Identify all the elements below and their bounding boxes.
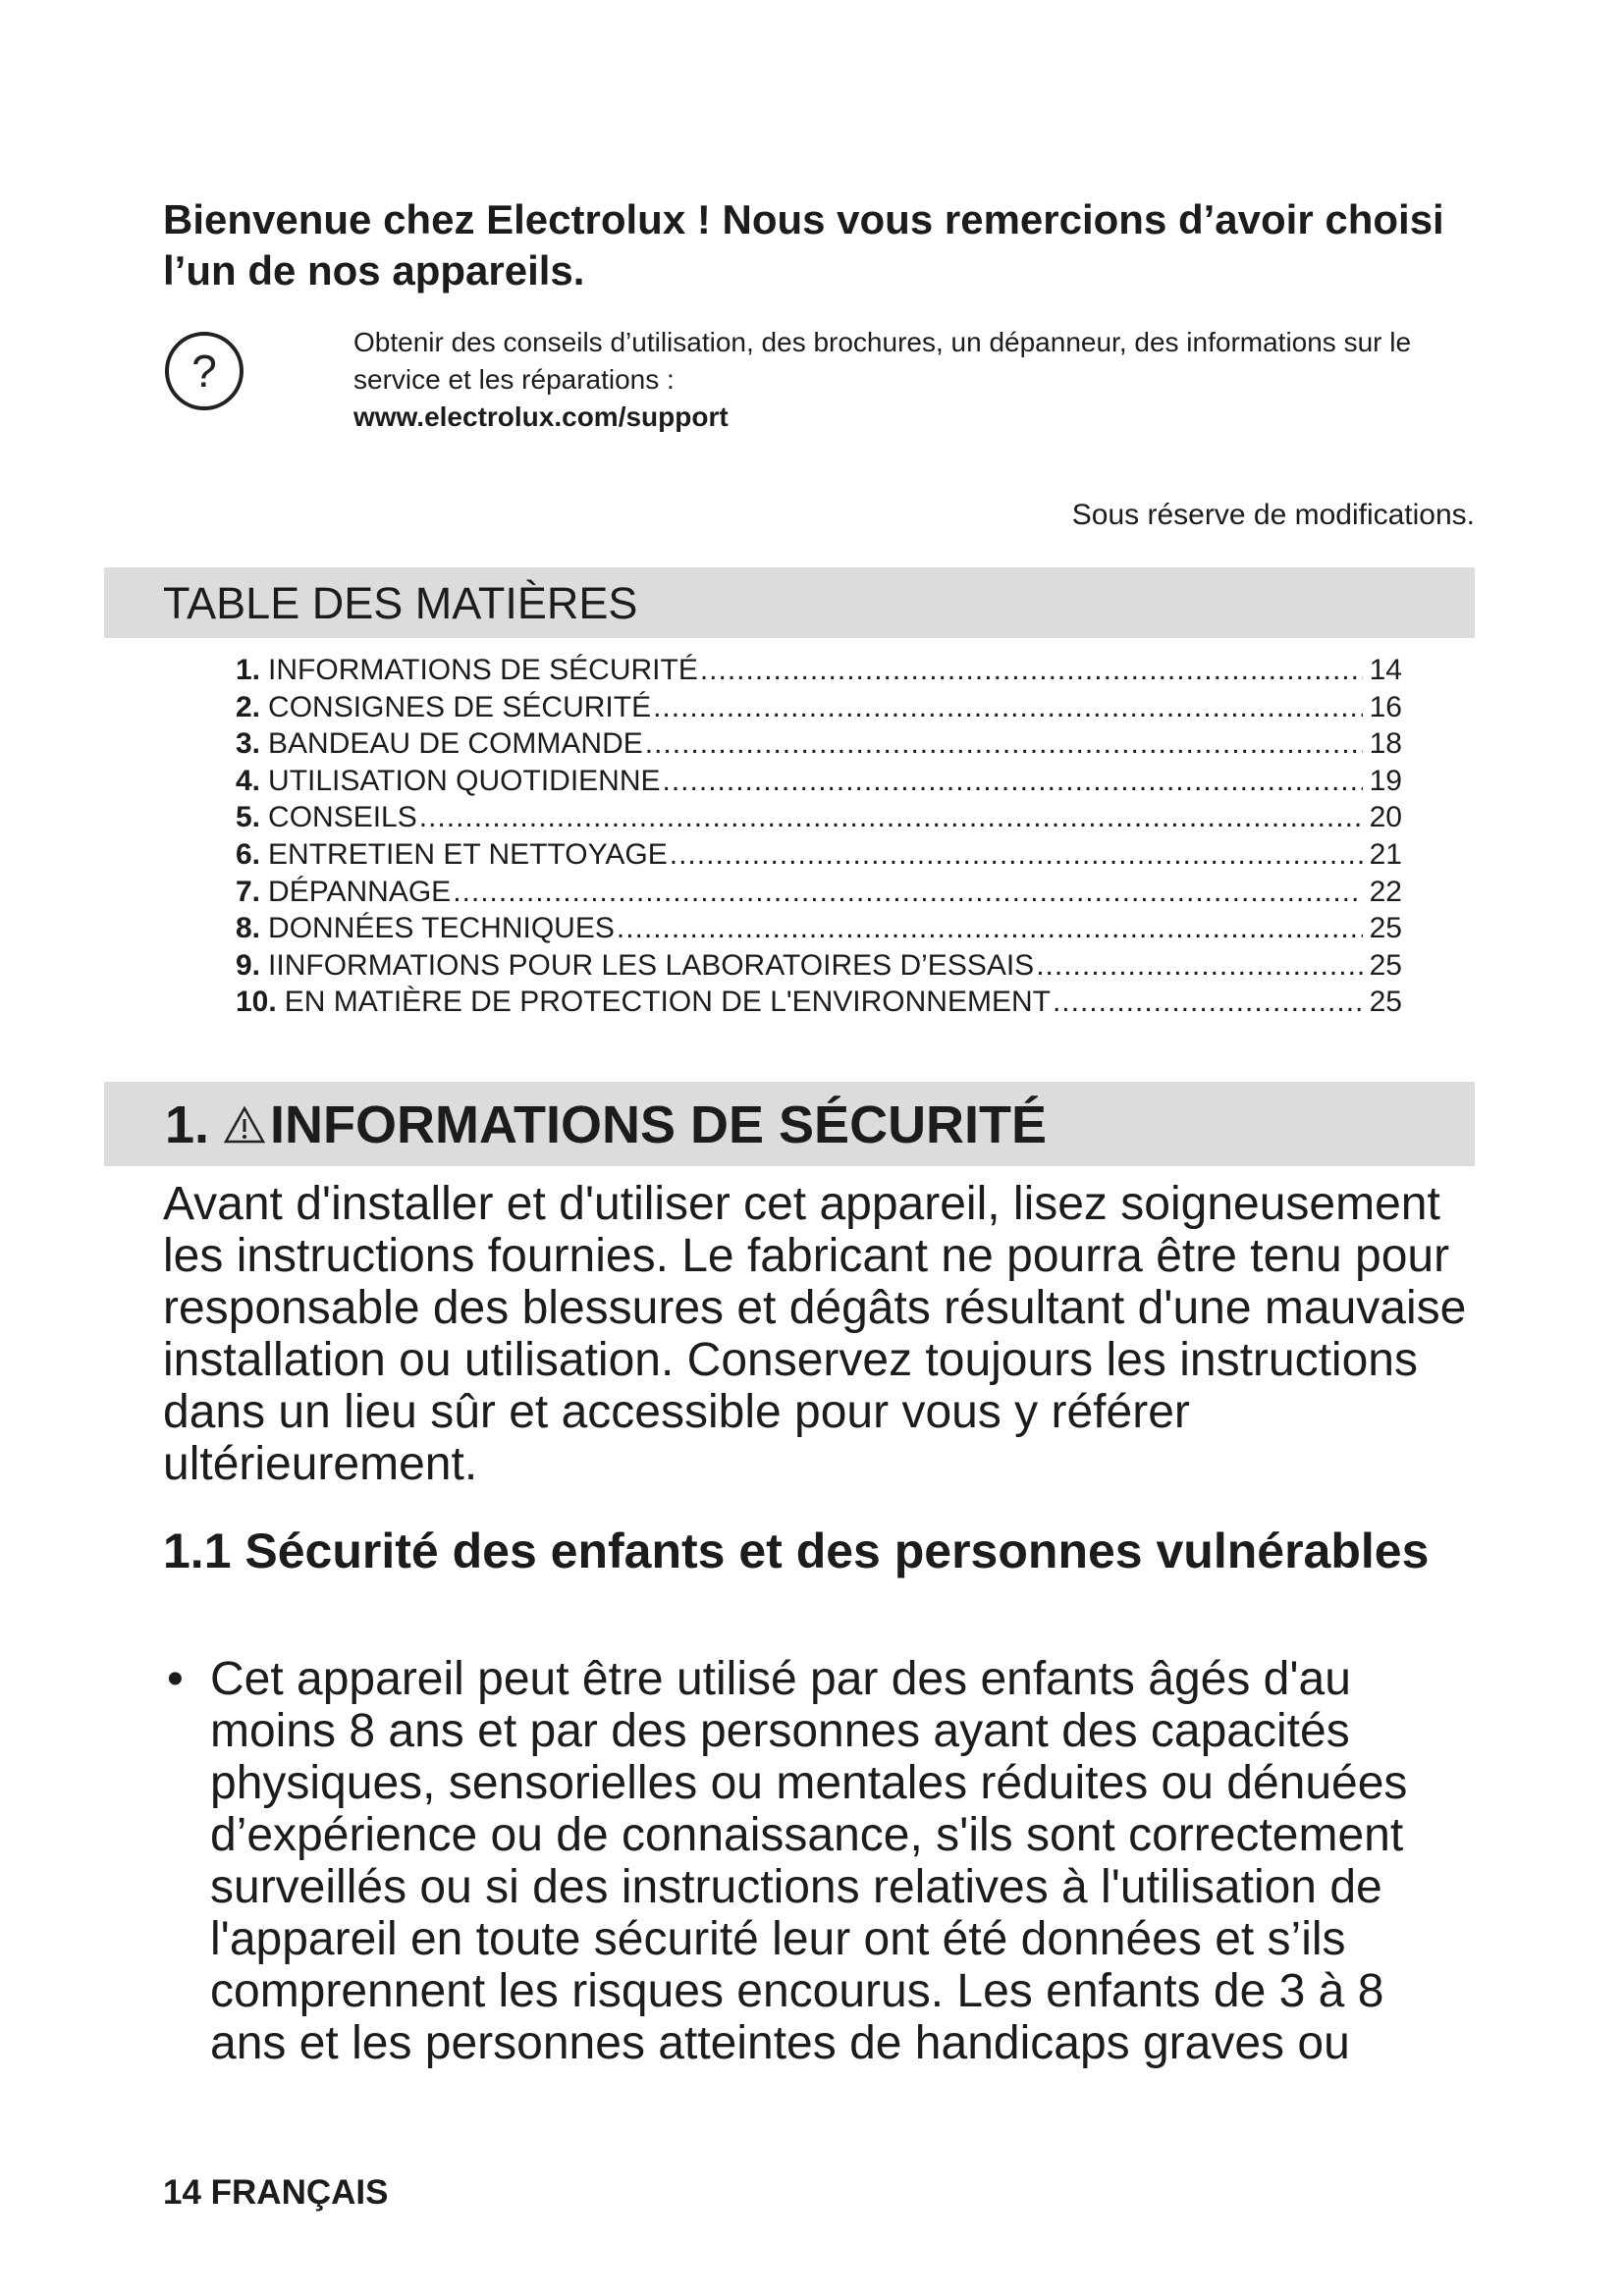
toc-item-number: 2. — [236, 690, 261, 723]
toc-item-label: DONNÉES TECHNIQUES — [268, 912, 615, 945]
toc-item-number: 3. — [236, 727, 261, 761]
toc-item-page: 20 — [1369, 801, 1402, 834]
toc-item-number: 4. — [236, 764, 261, 797]
toc-item-number: 8. — [236, 912, 261, 945]
bullet-item: • Cet appareil peut être utilisé par des enfants âgés d'au moins 8 ans et par des personnes ayant des capacités physiques, sensorielles ou mentales réduites ou dénuées d’expérience ou de connaissance, s'ils sont correctement surveillés ou si des instructions relatives à l'utilisation de l'appareil en toute sécurité leur ont été données et s’ils comprennent les risques encourus. Les enfants de 3 à 8 ans et les personnes atteintes de handicaps graves ou — [163, 1653, 1439, 2069]
toc-item-number: 9. — [236, 948, 261, 982]
toc-item-page: 25 — [1369, 986, 1402, 1019]
toc-item-number: 6. — [236, 837, 261, 871]
toc-item-page: 25 — [1369, 912, 1402, 945]
section-1-intro: Avant d'installer et d'utiliser cet appareil, lisez soigneusement les instructions fournies. Le fabricant ne pourra être tenu pour responsable des blessures et dégâts résultant d'une mauvaise installation ou utilisation. Conservez toujours les instructions dans un lieu sûr et accessible pour vous y référer ultérieurement. — [163, 1178, 1467, 1490]
toc-item-label: CONSIGNES DE SÉCURITÉ — [268, 690, 652, 723]
toc-item-label: BANDEAU DE COMMANDE — [268, 727, 643, 761]
section-1-number: 1. — [165, 1095, 210, 1154]
toc-item-number: 10. — [236, 986, 277, 1019]
toc-item-label: IINFORMATIONS POUR LES LABORATOIRES D’ESSAIS — [268, 948, 1035, 982]
toc-dot-leader — [653, 689, 1363, 726]
toc-dot-leader — [1036, 947, 1363, 985]
toc-item-page: 19 — [1369, 764, 1402, 797]
toc-dot-leader — [670, 836, 1363, 874]
toc-item[interactable] — [236, 652, 1402, 689]
section-1-heading — [165, 1095, 1047, 1154]
toc-item-label: EN MATIÈRE DE PROTECTION DE L'ENVIRONNEMENT — [284, 986, 1051, 1019]
section-1-header-bar — [104, 1082, 1475, 1166]
toc-title: TABLE DES MATIÈRES — [163, 578, 638, 628]
toc-item-number: 5. — [236, 801, 261, 834]
toc-item[interactable] — [236, 984, 1402, 1021]
question-circle-icon — [163, 330, 245, 412]
toc-dot-leader — [453, 874, 1363, 911]
toc-item-page: 14 — [1369, 654, 1402, 686]
toc-item-label: DÉPANNAGE — [268, 875, 452, 908]
warning-triangle-icon — [223, 1105, 266, 1145]
toc-dot-leader — [663, 763, 1363, 800]
toc-dot-leader — [419, 799, 1363, 836]
toc-item[interactable] — [236, 836, 1402, 874]
toc-item-label: UTILISATION QUOTIDIENNE — [268, 764, 661, 797]
support-info — [353, 324, 1473, 436]
toc-item-page: 18 — [1369, 727, 1402, 761]
toc-item-label: ENTRETIEN ET NETTOYAGE — [268, 837, 668, 871]
toc-dot-leader — [1053, 984, 1363, 1021]
disclaimer-text: Sous réserve de modifications. — [1071, 499, 1475, 531]
toc-item[interactable] — [236, 763, 1402, 800]
toc-item-page: 21 — [1369, 837, 1402, 871]
toc-item-page: 22 — [1369, 875, 1402, 908]
toc-item[interactable] — [236, 689, 1402, 726]
toc-list — [236, 652, 1402, 1021]
toc-header-bar — [104, 567, 1475, 638]
toc-item-number: 7. — [236, 875, 261, 908]
support-text: Obtenir des conseils d’utilisation, des brochures, un dépanneur, des informations sur le service et les réparations : — [353, 327, 1412, 395]
toc-dot-leader — [645, 725, 1363, 763]
page-footer: 14 FRANÇAIS — [163, 2173, 389, 2212]
toc-item[interactable] — [236, 874, 1402, 911]
toc-item[interactable] — [236, 947, 1402, 985]
toc-item-number: 1. — [236, 654, 261, 686]
toc-item[interactable] — [236, 910, 1402, 947]
toc-item-page: 25 — [1369, 948, 1402, 982]
toc-item-page: 16 — [1369, 690, 1402, 723]
toc-item-label: CONSEILS — [268, 801, 417, 834]
svg-text:?: ? — [191, 346, 217, 397]
welcome-heading: Bienvenue chez Electrolux ! Nous vous remercions d’avoir choisi l’un de nos appareils. — [163, 196, 1444, 294]
toc-item[interactable] — [236, 799, 1402, 836]
support-link[interactable]: www.electrolux.com/support — [353, 401, 729, 432]
toc-dot-leader — [700, 652, 1363, 689]
toc-item-label: INFORMATIONS DE SÉCURITÉ — [268, 654, 698, 686]
section-1-1-bullets — [163, 1653, 1439, 2069]
toc-item[interactable] — [236, 725, 1402, 763]
section-1-1-heading: 1.1 Sécurité des enfants et des personnes vulnérables — [163, 1523, 1430, 1578]
section-1-title: INFORMATIONS DE SÉCURITÉ — [270, 1095, 1048, 1154]
toc-dot-leader — [617, 910, 1363, 947]
